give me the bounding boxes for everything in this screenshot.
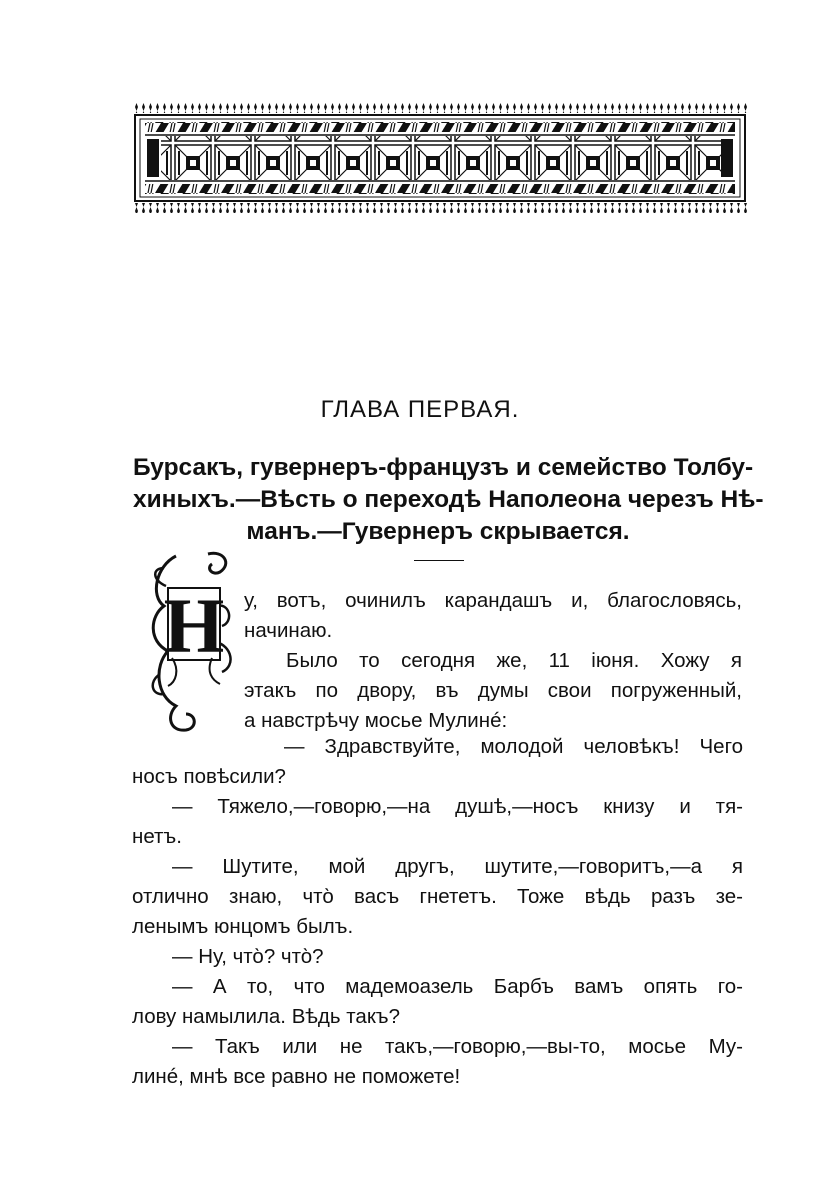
- text-line: лову намылила. Вѣдь такъ?: [132, 1005, 401, 1028]
- text-line: — А то, что мадемоазель Барбъ вамъ опять го-: [172, 975, 743, 998]
- text-line: ленымъ юнцомъ былъ.: [132, 915, 354, 938]
- text-line: у, вотъ, очинилъ карандашъ и, благословясь,: [244, 589, 742, 612]
- dropcap-glyph: Н: [163, 582, 225, 669]
- text-line: а навстрѣчу мосье Мулинé:: [244, 709, 508, 732]
- text-line: этакъ по двору, въ думы свои погруженный,: [244, 679, 742, 702]
- opening-paragraph: [244, 586, 742, 736]
- ornamental-headpiece: [133, 103, 747, 213]
- text-line: линé, мнѣ все равно не поможете!: [132, 1065, 461, 1088]
- text-line: — Шутите, мой другъ, шутите,—говоритъ,—а я: [172, 855, 743, 878]
- text-line: Было то сегодня же, 11 іюня. Хожу я: [286, 649, 742, 672]
- text-line: — Ну, что̀? что̀?: [172, 945, 324, 968]
- chapter-summary: [133, 452, 764, 548]
- summary-line: манъ.—Гувернеръ скрывается.: [246, 518, 630, 545]
- text-line: носъ повѣсили?: [132, 765, 286, 788]
- text-line: начинаю.: [244, 619, 333, 642]
- text-line: — Тяжело,—говорю,—на душѣ,—носъ книзу и тя-: [172, 795, 743, 818]
- text-line: — Такъ или не такъ,—говорю,—вы-то, мосье Му-: [172, 1035, 743, 1058]
- summary-line: Бурсакъ, гувернеръ-французъ и семейство Толбу-: [133, 454, 754, 481]
- text-line: отлично знаю, что̀ васъ гнететъ. Тоже вѣдь разъ зе-: [132, 885, 743, 908]
- dialogue-text: [132, 732, 743, 1092]
- divider-rule: [414, 560, 464, 561]
- summary-line: хиныхъ.—Вѣсть о переходѣ Наполеона черезъ Нѣ-: [133, 486, 764, 513]
- dropcap-letter-n: [146, 546, 238, 736]
- text-line: нетъ.: [132, 825, 182, 848]
- chapter-title: ГЛАВА ПЕРВАЯ.: [320, 396, 520, 423]
- text-line: — Здравствуйте, молодой человѣкъ! Чего: [284, 735, 743, 758]
